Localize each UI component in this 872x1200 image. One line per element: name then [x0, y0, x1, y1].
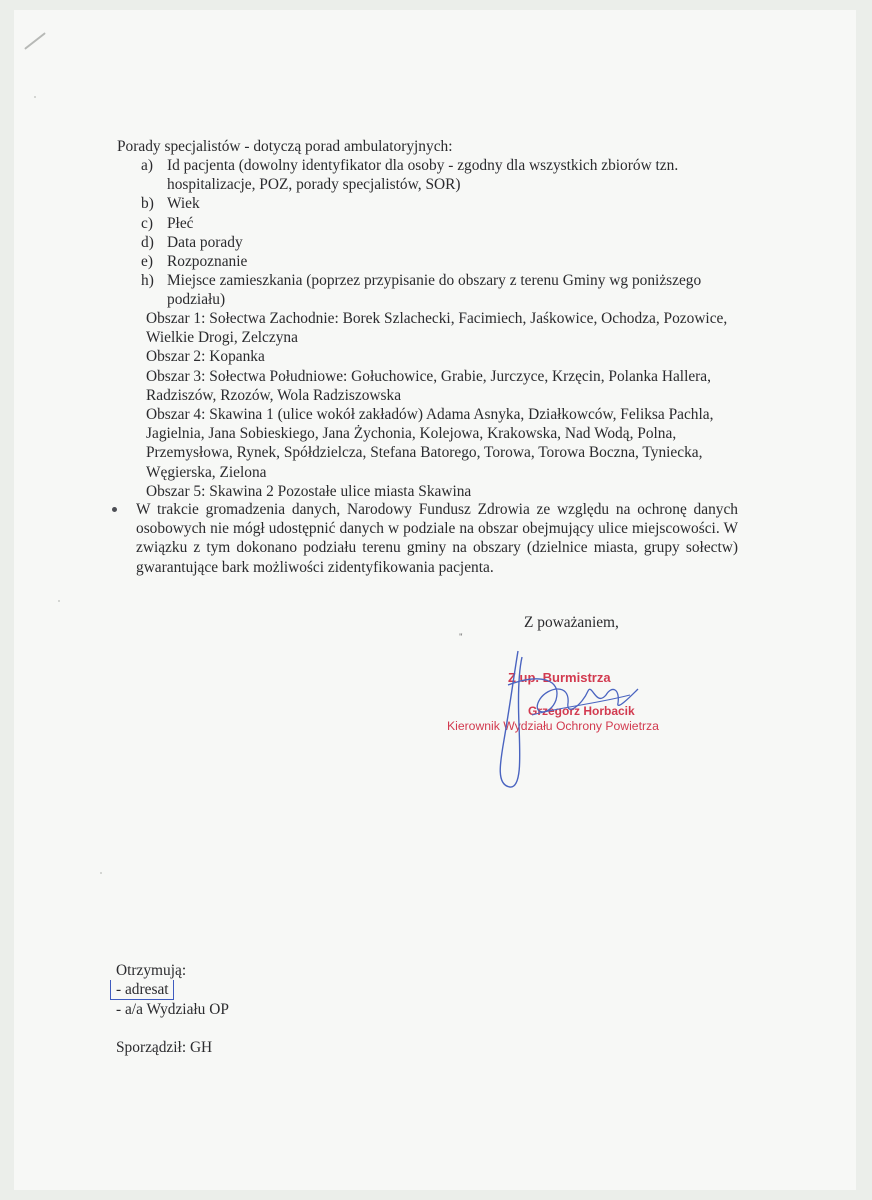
- note-text: W trakcie gromadzenia danych, Narodowy Fundusz Zdrowia ze względu na ochronę danych osobowych nie mógł udostępnić danych w podziale na obszar obejmujący ulice miejscowości. W związku z tym dokonano podziału terenu gminy na obszary (dzielnice miasta, grupy sołectw) gwarantujące bark możliwości zidentyfikowania pacjenta.: [136, 501, 738, 576]
- list-item: [141, 271, 751, 309]
- note-block: [112, 500, 738, 577]
- list-item: [141, 194, 751, 213]
- list-item-text: Płeć: [167, 214, 194, 232]
- area-list: [146, 309, 746, 501]
- area-item: Obszar 2: Kopanka: [146, 348, 265, 366]
- list-item-text: Wiek: [167, 195, 200, 213]
- list-marker: c): [141, 214, 153, 232]
- section-intro: Porady specjalistów - dotyczą porad ambulatoryjnych:: [117, 138, 453, 155]
- list-item-text: Data porady: [167, 233, 243, 251]
- area-item: Obszar 1: Sołectwa Zachodnie: Borek Szlachecki, Facimiech, Jaśkowice, Ochodza, Pozowice, Wielkie Drogi, Zelczyna: [146, 310, 728, 347]
- list-item: [141, 214, 751, 233]
- area-item: Obszar 5: Skawina 2 Pozostałe ulice miasta Skawina: [146, 482, 472, 500]
- list-item-text: Miejsce zamieszkania (poprzez przypisanie do obszary z terenu Gminy wg poniższego podziału): [167, 272, 702, 309]
- signature-stroke: [532, 695, 630, 715]
- stamp-title: Kierownik Wydziału Ochrony Powietrza: [447, 719, 659, 733]
- prepared-by: Sporządził: GH: [116, 1039, 213, 1056]
- area-item: Obszar 4: Skawina 1 (ulice wokół zakładów) Adama Asnyka, Działkowców, Feliksa Pachla, Jagielnia, Jana Sobieskiego, Jana Żychonia, Kolejowa, Krakowska, Nad Wodą, Polna, Przemysłowa, Rynek, Spółdzielcza, Stefana Batorego, Torowa, Torowa Boczna, Tyniecka, Węgierska, Zielona: [146, 406, 714, 481]
- bullet-icon: [112, 507, 117, 512]
- list-item: [141, 252, 751, 271]
- recipient-checkmark-box: - adresat: [110, 980, 174, 1000]
- list-item-text: Id pacjenta (dowolny identyfikator dla osoby - zgodny dla wszystkich zbiorów tzn. hospitalizacje, POZ, porady specjalistów, SOR): [167, 157, 679, 194]
- recipients-block: [116, 961, 229, 1019]
- stray-mark: ": [459, 632, 463, 642]
- stamp-authority: Z up. Burmistrza: [508, 670, 611, 685]
- signature-stroke: [508, 679, 638, 712]
- list-marker: d): [141, 233, 154, 251]
- stamp-name: Grzegorz Horbacik: [528, 704, 635, 718]
- list-marker: e): [141, 253, 153, 271]
- closing-salutation: Z poważaniem,: [524, 614, 619, 631]
- recipient-item: [116, 980, 229, 1000]
- list-item: [141, 233, 751, 252]
- list-marker: b): [141, 195, 154, 213]
- signature-stroke: [500, 651, 522, 787]
- field-list: [141, 156, 751, 310]
- recipients-title: Otrzymują:: [116, 962, 187, 979]
- area-item: Obszar 3: Sołectwa Południowe: Gołuchowice, Grabie, Jurczyce, Krzęcin, Polanka Hallera, Radziszów, Rzozów, Wola Radziszowska: [146, 367, 711, 404]
- list-marker: h): [141, 272, 154, 290]
- list-item: [141, 156, 751, 194]
- recipient-item: - a/a Wydziału OP: [116, 1001, 229, 1018]
- handwritten-signature: [470, 645, 670, 795]
- list-marker: a): [141, 157, 153, 174]
- list-item-text: Rozpoznanie: [167, 253, 248, 271]
